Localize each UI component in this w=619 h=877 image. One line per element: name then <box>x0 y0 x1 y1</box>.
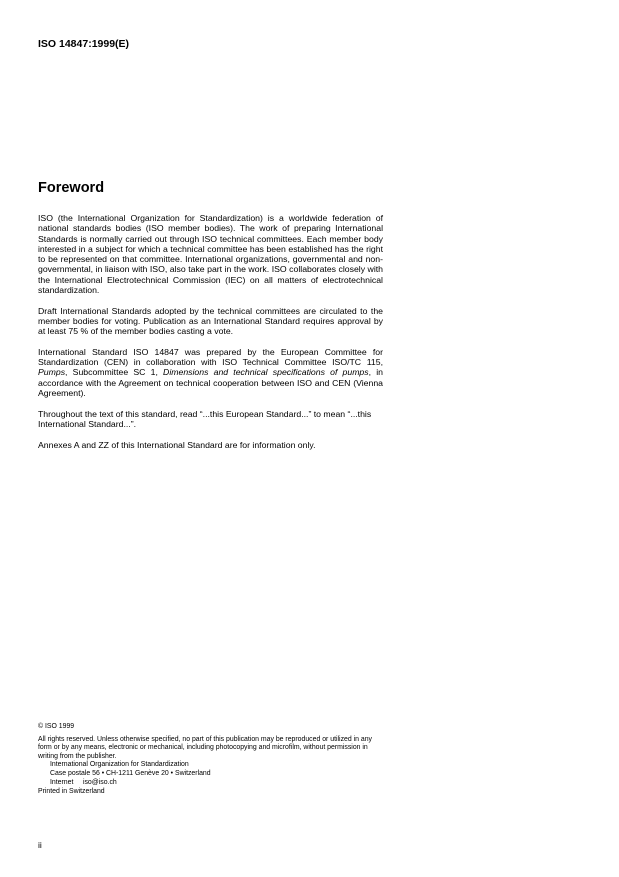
organization-name: International Organization for Standardization <box>50 761 189 769</box>
foreword-paragraph-5: Annexes A and ZZ of this International Standard are for information only. <box>38 439 316 450</box>
foreword-body <box>38 213 383 460</box>
internet-line <box>38 779 383 788</box>
copyright-block <box>38 723 383 797</box>
foreword-paragraph-3 <box>38 347 383 398</box>
pumps-title: Pumps <box>38 367 66 378</box>
subcommittee-title: Dimensions and technical specifications of pumps <box>163 367 369 378</box>
printed-in: Printed in Switzerland <box>38 788 105 796</box>
foreword-paragraph-1: ISO (the International Organization for Standardization) is a worldwide federation of national standards bodies (ISO member bodies). The work of preparing International Standards is normally carried out through ISO technical committees. Each member body interested in a subject for which a technical committee has been established has the right to be represented on that committee. International organizations, governmental and non-governmental, in liaison with ISO, also take part in the work. ISO collaborates closely with the International Electrotechnical Commission (IEC) on all matters of electrotechnical standardization. <box>38 213 383 296</box>
foreword-heading: Foreword <box>38 180 105 196</box>
postal-address: Case postale 56 • CH-1211 Genève 20 • Switzerland <box>50 769 211 777</box>
foreword-paragraph-4: Throughout the text of this standard, read “...this European Standard...” to mean “...this International Standard...”. <box>38 408 372 429</box>
internet-label: Internet <box>50 778 74 786</box>
paragraph-3-text-b: , Subcommittee SC 1, <box>65 367 164 378</box>
document-id: ISO 14847:1999(E) <box>38 38 130 50</box>
paragraph-3-text-c: , in accordance with the Agreement on technical cooperation between ISO and CEN (Vienna Agreement). <box>38 367 383 399</box>
paragraph-3-text-a: International Standard ISO 14847 was prepared by the European Committee for Standardization (CEN) in collaboration with ISO Technical Committee ISO/TC 115, <box>38 346 383 368</box>
copyright-line: © ISO 1999 <box>38 723 75 730</box>
page-number: ii <box>38 840 42 850</box>
rights-statement: All rights reserved. Unless otherwise specified, no part of this publication may be reproduced or utilized in any form or by any means, electronic or mechanical, including photocopying and microfilm, without permission in writing from the publisher. <box>38 735 372 760</box>
internet-email: iso@iso.ch <box>82 778 117 786</box>
foreword-paragraph-2: Draft International Standards adopted by the technical committees are circulated to the member bodies for voting. Publication as an International Standard requires approval by at least 75 % of the member bodies casting a vote. <box>38 305 383 337</box>
